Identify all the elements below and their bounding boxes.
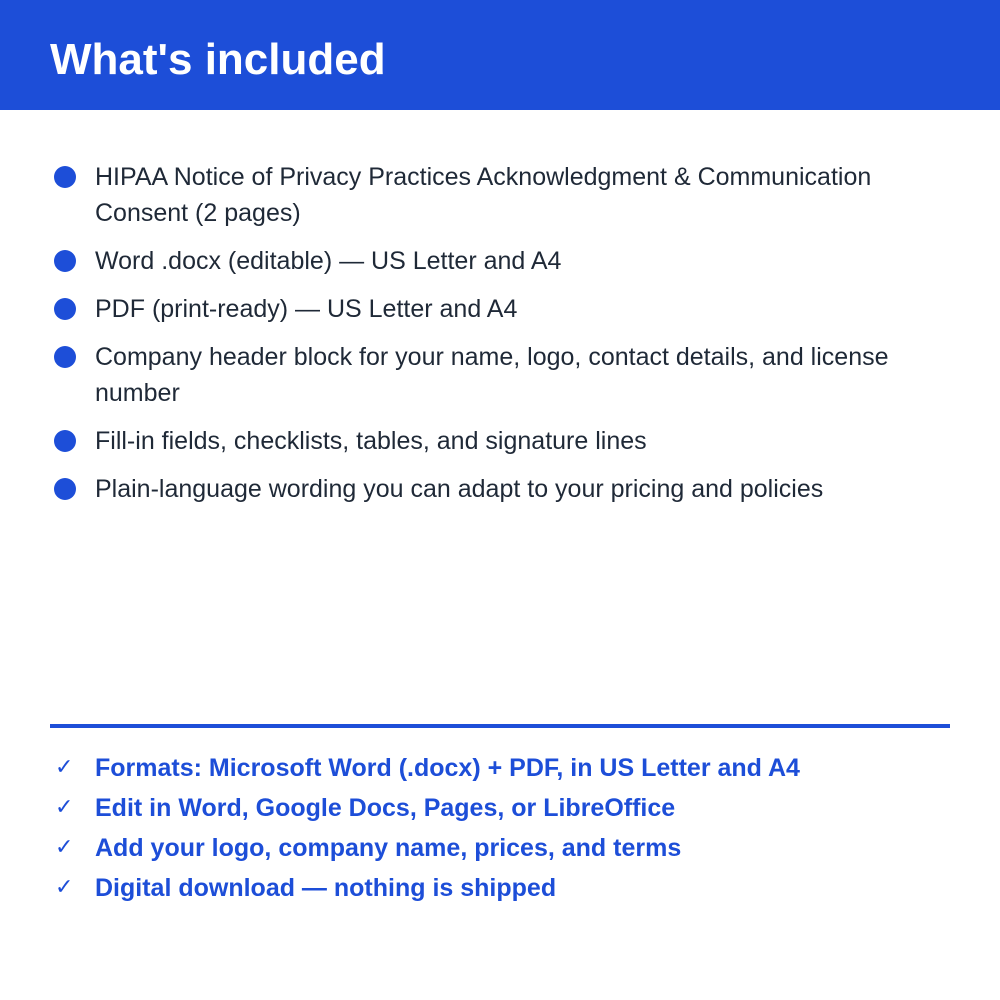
list-item: [50, 159, 930, 231]
checkmark-icon: ✓: [55, 875, 74, 900]
bullet-dot-icon: [54, 250, 76, 272]
list-item-text: HIPAA Notice of Privacy Practices Acknowledgment & Communication Consent (2 pages): [95, 163, 872, 227]
checklist-item-text: Formats: Microsoft Word (.docx) + PDF, in US Letter and A4: [95, 754, 800, 782]
checklist-item: [50, 788, 950, 828]
bullet-dot-icon: [54, 478, 76, 500]
list-item-text: Plain-language wording you can adapt to your pricing and policies: [95, 475, 824, 503]
bullet-dot-icon: [54, 346, 76, 368]
included-items-list: [50, 159, 930, 519]
checklist-item: [50, 748, 950, 788]
list-item: [50, 243, 930, 279]
page-title: What's included: [50, 35, 386, 84]
checklist-item-text: Add your logo, company name, prices, and terms: [95, 834, 682, 862]
list-item: [50, 471, 930, 507]
list-item-text: Word .docx (editable) — US Letter and A4: [95, 247, 562, 275]
header-bar: [0, 0, 1000, 110]
features-checklist: [50, 748, 950, 908]
list-item: [50, 291, 930, 327]
list-item: [50, 423, 930, 459]
checklist-item: [50, 828, 950, 868]
checklist-item-text: Digital download — nothing is shipped: [95, 874, 557, 902]
bullet-dot-icon: [54, 298, 76, 320]
checklist-item-text: Edit in Word, Google Docs, Pages, or LibreOffice: [95, 794, 676, 822]
checklist-item: [50, 868, 950, 908]
checkmark-icon: ✓: [55, 835, 74, 860]
bullet-dot-icon: [54, 430, 76, 452]
bullet-dot-icon: [54, 166, 76, 188]
checkmark-icon: ✓: [55, 795, 74, 820]
list-item-text: Fill-in fields, checklists, tables, and signature lines: [95, 427, 647, 455]
checkmark-icon: ✓: [55, 755, 74, 780]
list-item-text: Company header block for your name, logo, contact details, and license number: [95, 343, 889, 407]
list-item-text: PDF (print-ready) — US Letter and A4: [95, 295, 518, 323]
section-divider: [50, 724, 950, 728]
list-item: [50, 339, 930, 411]
